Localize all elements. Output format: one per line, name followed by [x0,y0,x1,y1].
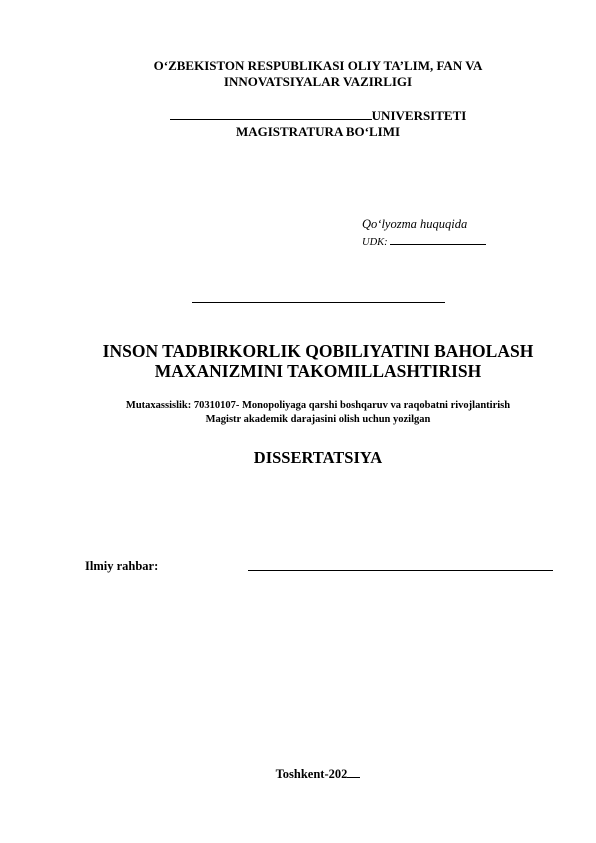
udk-blank [390,235,486,245]
department-name: MAGISTRATURA BO‘LIMI [235,124,401,139]
university-header [100,108,536,140]
city-year [100,765,536,782]
manuscript-rights: Qo‘lyozma huquqida [362,217,468,231]
specialty-block [60,399,576,427]
title-line-2: MAXANIZMINI TAKOMILLASHTIRISH [154,361,482,381]
city-year-text: Toshkent-202 [275,767,348,781]
dissertation-title [60,341,576,381]
ministry-line-1: O‘ZBEKISTON RESPUBLIKASI OLIY TA’LIM, FAN VA [153,58,483,73]
udk-line [362,235,486,250]
author-name-blank [192,302,445,303]
supervisor-label: Ilmiy rahbar: [85,559,159,573]
document-type: DISSERTATSIYA [253,448,383,467]
degree-purpose-line: Magistr akademik darajasini olish uchun yozilgan [205,414,431,425]
university-line [100,108,536,124]
ministry-header [100,58,536,90]
university-name-blank [170,108,372,120]
university-suffix: UNIVERSITETI [371,108,467,123]
supervisor-name-blank [248,570,553,571]
ministry-line-2: INNOVATSIYALAR VAZIRLIGI [223,74,413,89]
year-blank [347,765,360,778]
specialty-line: Mutaxassislik: 70310107- Monopoliyaga qarshi boshqaruv va raqobatni rivojlantirish [125,400,511,411]
udk-label: UDK: [362,237,388,248]
title-line-1: INSON TADBIRKORLIK QOBILIYATINI BAHOLASH [102,341,534,361]
